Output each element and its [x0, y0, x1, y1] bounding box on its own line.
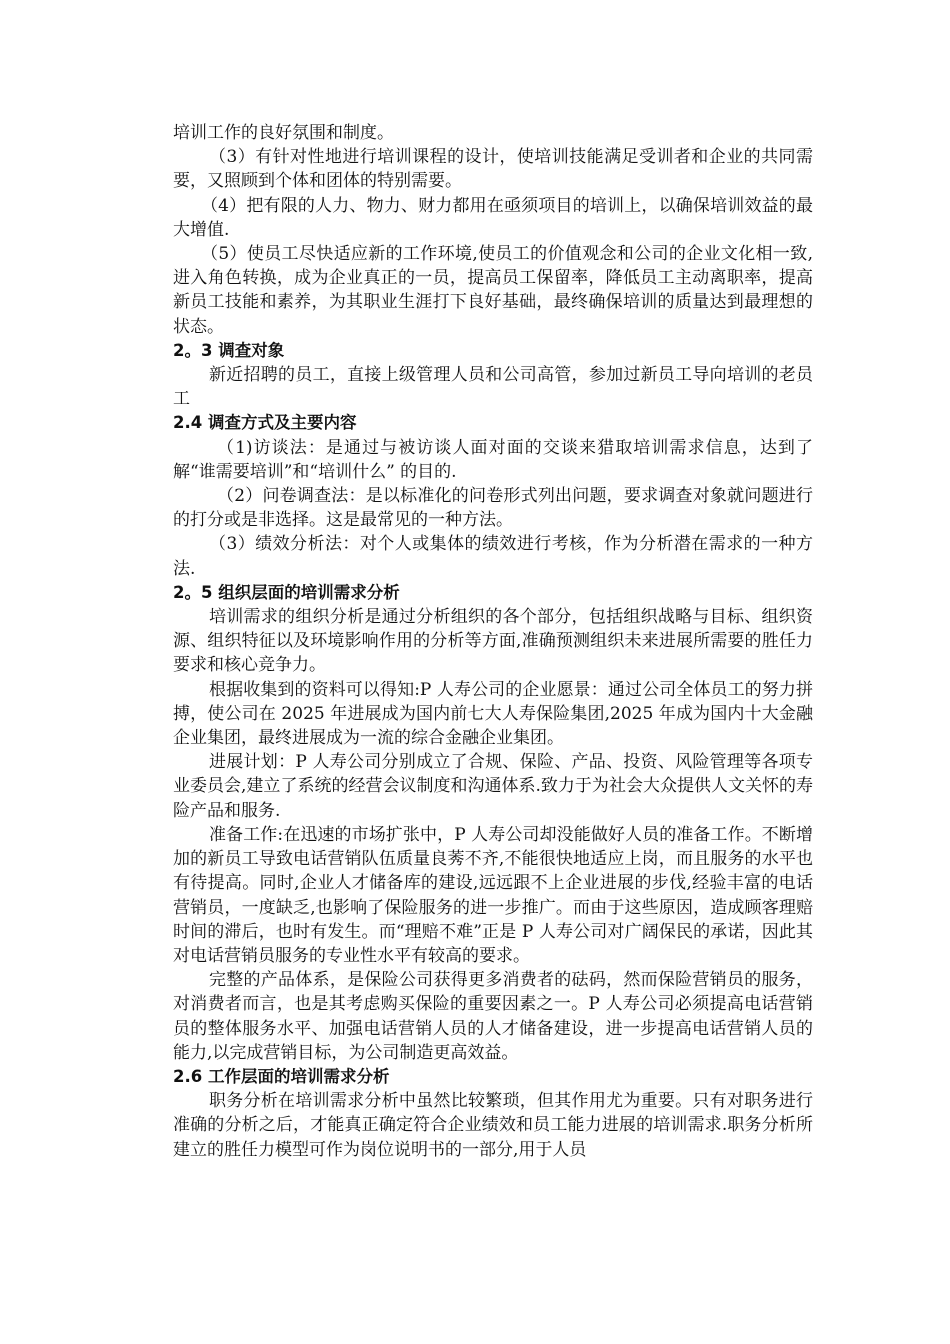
paragraph: 根据收集到的资料可以得知:P 人寿公司的企业愿景：通过公司全体员工的努力拼搏，使公司在 2025 年进展成为国内前七大人寿保险集团,2025 年成为国内十大金融企业集团，最终进展成为一流的综合金融企业集团。: [173, 679, 813, 749]
section-heading: 2.6 工作层面的培训需求分析: [173, 1066, 390, 1086]
paragraph: （4）把有限的人力、物力、财力都用在亟须项目的培训上，以确保培训效益的最大增值.: [173, 195, 813, 240]
paragraph: （1)访谈法：是通过与被访谈人面对面的交谈来猎取培训需求信息，达到了解“谁需要培训”和“培训什么” 的目的.: [173, 437, 813, 482]
paragraph: （5）使员工尽快适应新的工作环境,使员工的价值观念和公司的企业文化相一致,进入角色转换，成为企业真正的一员，提高员工保留率，降低员工主动离职率，提高新员工技能和素养，为其职业生涯打下良好基础，最终确保培训的质量达到最理想的状态。: [173, 244, 813, 337]
paragraph: 培训需求的组织分析是通过分析组织的各个部分，包括组织战略与目标、组织资源、组织特征以及环境影响作用的分析等方面,准确预测组织未来进展所需要的胜任力要求和核心竞争力。: [173, 607, 813, 676]
section-heading: 2。3 调查对象: [173, 340, 285, 360]
section-heading: 2.4 调查方式及主要内容: [173, 413, 357, 433]
paragraph: 准备工作:在迅速的市场扩张中，P 人寿公司却没能做好人员的准备工作。不断增加的新员工导致电话营销队伍质量良莠不齐,不能很快地适应上岗，而且服务的水平也有待提高。同时,企业人才储备库的建设,远远跟不上企业进展的步伐,经验丰富的电话营销员，一度缺乏,也影响了保险服务的进一步推广。而由于这些原因，造成顾客理赔时间的滞后，也时有发生。而“理赔不难”正是 P 人寿公司对广阔保民的承诺，因此其对电话营销员服务的专业性水平有较高的要求。: [173, 824, 813, 966]
document-page: [173, 121, 813, 1162]
paragraph: 完整的产品体系，是保险公司获得更多消费者的砝码，然而保险营销员的服务，对消费者而言，也是其考虑购买保险的重要因素之一。P 人寿公司必须提高电话营销员的整体服务水平、加强电话营销人员的人才储备建设，进一步提高电话营销人员的能力,以完成营销目标，为公司制造更高效益。: [173, 970, 813, 1063]
paragraph: （3）有针对性地进行培训课程的设计，使培训技能满足受训者和企业的共同需要，又照顾到个体和团体的特别需要。: [173, 147, 813, 192]
paragraph: （2）问卷调查法：是以标准化的问卷形式列出问题，要求调查对象就问题进行的打分或是非选择。这是最常见的一种方法。: [173, 486, 813, 531]
paragraph: 新近招聘的员工，直接上级管理人员和公司高管，参加过新员工导向培训的老员工: [173, 365, 813, 410]
section-heading: 2。5 组织层面的培训需求分析: [173, 582, 400, 602]
paragraph: 进展计划：P 人寿公司分别成立了合规、保险、产品、投资、风险管理等各项专业委员会,建立了系统的经营会议制度和沟通体系.致力于为社会大众提供人文关怀的寿险产品和服务.: [173, 752, 813, 821]
paragraph: （3）绩效分析法：对个人或集体的绩效进行考核，作为分析潜在需求的一种方法.: [173, 534, 813, 579]
paragraph: 培训工作的良好氛围和制度。: [173, 123, 394, 143]
paragraph: 职务分析在培训需求分析中虽然比较繁琐，但其作用尤为重要。只有对职务进行准确的分析之后，才能真正确定符合企业绩效和员工能力进展的培训需求.职务分析所建立的胜任力模型可作为岗位说明书的一部分,用于人员: [173, 1091, 813, 1160]
